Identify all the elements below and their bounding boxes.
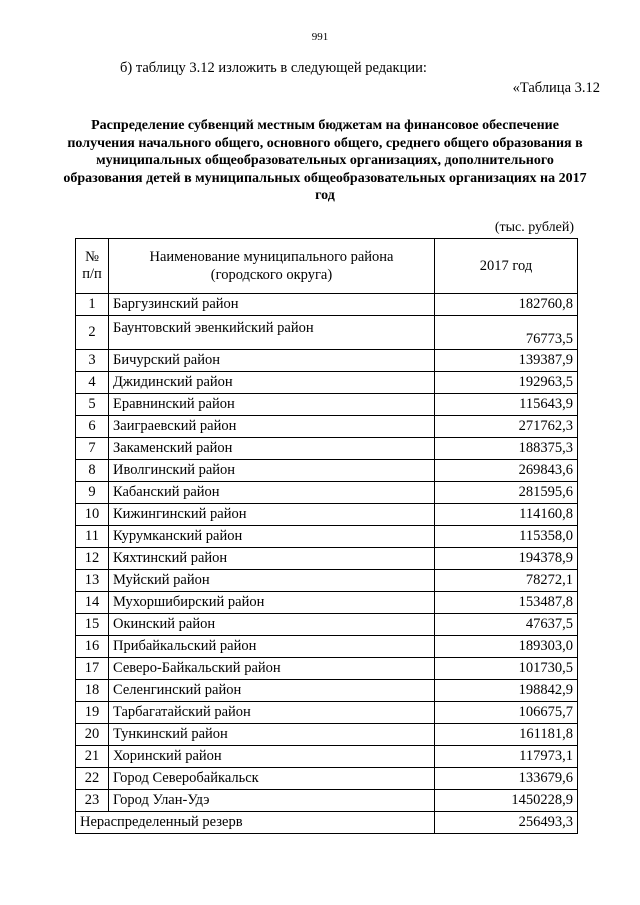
row-number: 2 xyxy=(76,316,109,350)
row-value: 115643,9 xyxy=(435,394,578,416)
table-header-row xyxy=(76,239,578,294)
row-value: 133679,6 xyxy=(435,768,578,790)
row-name: Кабанский район xyxy=(109,482,435,504)
row-number: 18 xyxy=(76,680,109,702)
table-row xyxy=(76,316,578,350)
row-name: Тункинский район xyxy=(109,724,435,746)
row-number: 15 xyxy=(76,614,109,636)
row-number: 23 xyxy=(76,790,109,812)
row-value: 153487,8 xyxy=(435,592,578,614)
row-name: Город Северобайкальск xyxy=(109,768,435,790)
row-number: 14 xyxy=(76,592,109,614)
row-name: Баунтовский эвенкийский район xyxy=(109,316,435,350)
row-name: Курумканский район xyxy=(109,526,435,548)
row-value: 139387,9 xyxy=(435,350,578,372)
row-name: Хоринский район xyxy=(109,746,435,768)
row-number: 20 xyxy=(76,724,109,746)
table-row xyxy=(76,636,578,658)
row-number: 12 xyxy=(76,548,109,570)
table-row xyxy=(76,416,578,438)
row-number: 9 xyxy=(76,482,109,504)
row-number: 1 xyxy=(76,294,109,316)
page-number: 991 xyxy=(311,31,329,43)
row-name: Муйский район xyxy=(109,570,435,592)
table-row xyxy=(76,790,578,812)
row-value: 271762,3 xyxy=(435,416,578,438)
table-row xyxy=(76,438,578,460)
row-value: 101730,5 xyxy=(435,658,578,680)
reserve-value: 256493,3 xyxy=(435,812,578,834)
row-name: Кяхтинский район xyxy=(109,548,435,570)
row-number: 10 xyxy=(76,504,109,526)
table-row xyxy=(76,394,578,416)
table-row xyxy=(76,350,578,372)
row-value: 192963,5 xyxy=(435,372,578,394)
row-name: Северо-Байкальский район xyxy=(109,658,435,680)
row-name: Джидинский район xyxy=(109,372,435,394)
table-row xyxy=(76,548,578,570)
row-value: 194378,9 xyxy=(435,548,578,570)
row-number: 4 xyxy=(76,372,109,394)
row-name: Окинский район xyxy=(109,614,435,636)
row-value: 115358,0 xyxy=(435,526,578,548)
table-row xyxy=(76,504,578,526)
row-number: 19 xyxy=(76,702,109,724)
row-number: 16 xyxy=(76,636,109,658)
row-value: 161181,8 xyxy=(435,724,578,746)
row-name: Бичурский район xyxy=(109,350,435,372)
document-title: Распределение субвенций местным бюджетам на финансовое обеспечение получения начального общего, основного общего, среднего общего образования в муниципальных общеобразовательных организациях, дополнительного образования детей в муниципальных общеобразовательных организациях на 2017 год xyxy=(63,118,587,203)
table-label: «Таблица 3.12 xyxy=(512,80,600,96)
table-row xyxy=(76,592,578,614)
row-value: 182760,8 xyxy=(435,294,578,316)
row-value: 269843,6 xyxy=(435,460,578,482)
table-row xyxy=(76,482,578,504)
table-row xyxy=(76,460,578,482)
row-name: Селенгинский район xyxy=(109,680,435,702)
reserve-row xyxy=(76,812,578,834)
table-row xyxy=(76,702,578,724)
table-row xyxy=(76,768,578,790)
row-value: 106675,7 xyxy=(435,702,578,724)
table-row xyxy=(76,746,578,768)
row-number: 13 xyxy=(76,570,109,592)
row-name: Тарбагатайский район xyxy=(109,702,435,724)
table-row xyxy=(76,372,578,394)
subvention-table xyxy=(75,238,578,834)
row-value: 188375,3 xyxy=(435,438,578,460)
row-number: 8 xyxy=(76,460,109,482)
row-name: Город Улан-Удэ xyxy=(109,790,435,812)
row-name: Закаменский район xyxy=(109,438,435,460)
row-value: 47637,5 xyxy=(435,614,578,636)
row-value: 198842,9 xyxy=(435,680,578,702)
table-row xyxy=(76,680,578,702)
row-value: 281595,6 xyxy=(435,482,578,504)
row-value: 114160,8 xyxy=(435,504,578,526)
row-number: 6 xyxy=(76,416,109,438)
row-name: Еравнинский район xyxy=(109,394,435,416)
row-number: 17 xyxy=(76,658,109,680)
reserve-label: Нераспределенный резерв xyxy=(76,812,435,834)
row-number: 7 xyxy=(76,438,109,460)
row-name: Баргузинский район xyxy=(109,294,435,316)
row-value: 76773,5 xyxy=(435,316,578,350)
row-number: 21 xyxy=(76,746,109,768)
row-number: 22 xyxy=(76,768,109,790)
table-body xyxy=(76,294,578,834)
row-name: Мухоршибирский район xyxy=(109,592,435,614)
row-value: 78272,1 xyxy=(435,570,578,592)
header-number: № п/п xyxy=(76,239,109,294)
table-row xyxy=(76,570,578,592)
row-value: 189303,0 xyxy=(435,636,578,658)
table-row xyxy=(76,724,578,746)
row-name: Заиграевский район xyxy=(109,416,435,438)
table-row xyxy=(76,658,578,680)
table-row xyxy=(76,294,578,316)
row-name: Прибайкальский район xyxy=(109,636,435,658)
row-name: Кижингинский район xyxy=(109,504,435,526)
row-value: 1450228,9 xyxy=(435,790,578,812)
header-name: Наименование муниципального района (городского округа) xyxy=(109,239,435,294)
row-name: Иволгинский район xyxy=(109,460,435,482)
table-row xyxy=(76,526,578,548)
row-number: 11 xyxy=(76,526,109,548)
row-number: 5 xyxy=(76,394,109,416)
row-value: 117973,1 xyxy=(435,746,578,768)
header-year: 2017 год xyxy=(435,239,578,294)
row-number: 3 xyxy=(76,350,109,372)
table-row xyxy=(76,614,578,636)
intro-text: б) таблицу 3.12 изложить в следующей редакции: xyxy=(120,60,427,76)
units-label: (тыс. рублей) xyxy=(494,220,574,235)
